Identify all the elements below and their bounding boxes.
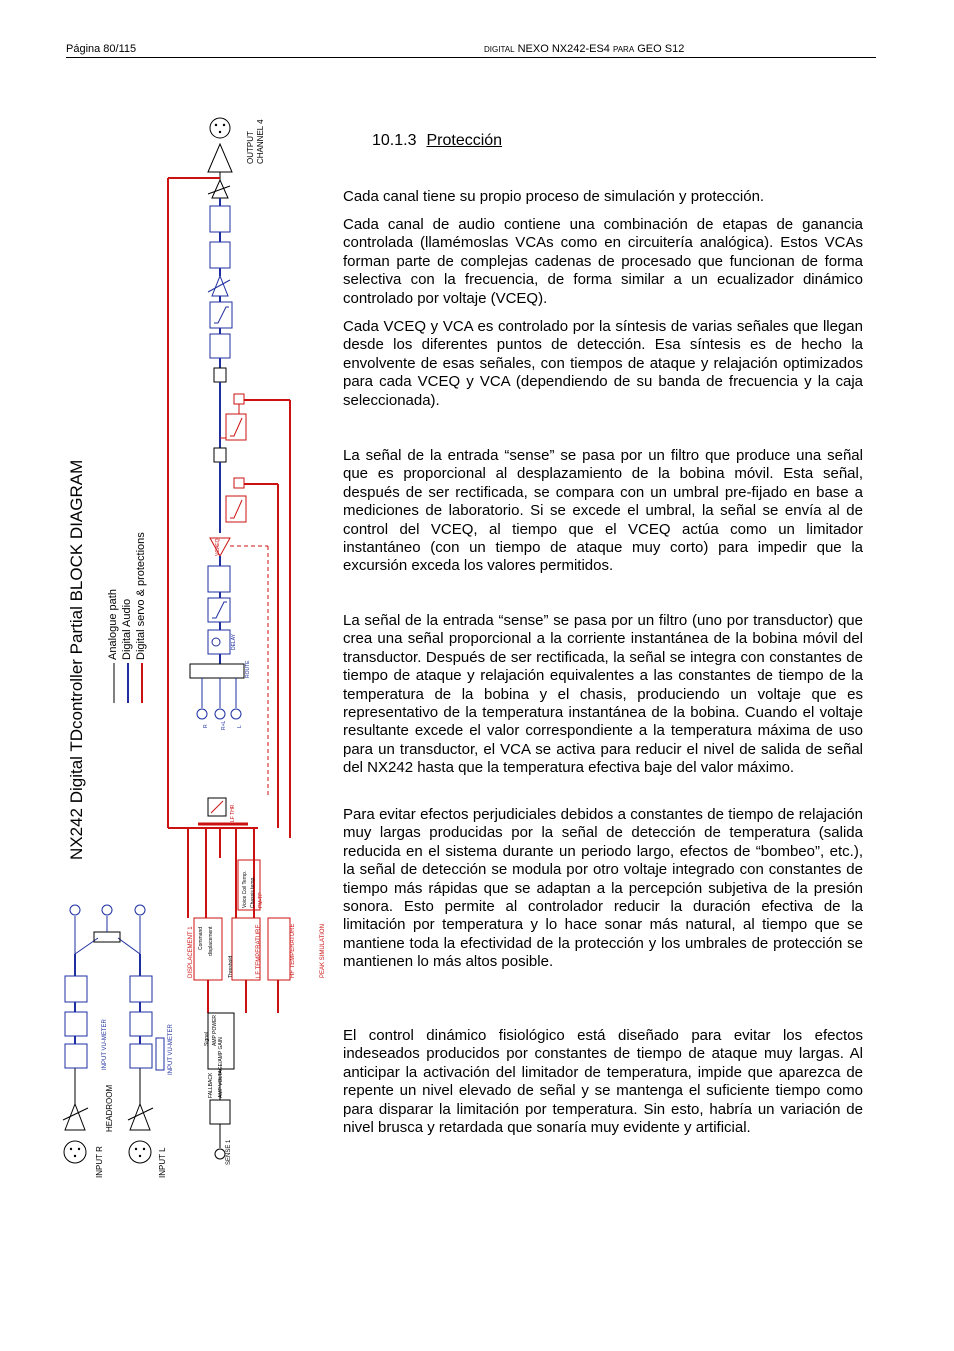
label-route-r: R bbox=[203, 724, 209, 728]
servo-block-1 bbox=[226, 414, 246, 440]
section-number: 10.1.3 bbox=[372, 132, 417, 149]
dsp-block-3 bbox=[210, 334, 230, 358]
paragraph-1: Cada canal tiene su propio proceso de simulación y protección. bbox=[343, 188, 765, 205]
label-channel: CHANNEL 4 bbox=[256, 119, 265, 164]
paragraph-7: El control dinámico fisiológico está diseñado para evitar los efectos indeseados producidos por constantes de tiempo de ataque muy largas. Al anticipar la activación del limitador de temperatura, impide que aparezca de repente un nivel elevado de señal y se mantenga el suficiente tiempo como para disparar la limitación por temperatura. Sin esto, habría un variación de nivel brusca y retardada que sonaría muy evidente y artificial. bbox=[343, 1027, 863, 1137]
header-rule bbox=[66, 57, 876, 58]
legend-digital-servo: Digital servo & protections bbox=[135, 532, 147, 660]
document-title: DIGITAL NEXO NX242-ES4 PARA GEO S12 bbox=[484, 43, 685, 55]
label-route: ROUTE bbox=[245, 660, 251, 678]
label-delay: DELAY bbox=[231, 633, 237, 650]
label-chassis-temp: Chassis temp. bbox=[250, 876, 256, 908]
dsp-block-2 bbox=[210, 242, 230, 268]
input-l-connector-icon bbox=[129, 1141, 151, 1163]
sense-input-icon bbox=[215, 1149, 225, 1159]
label-input-vu-l: INPUT VU-METER bbox=[168, 1024, 174, 1075]
diagram-title: NX242 Digital TDcontroller Partial BLOCK DIAGRAM bbox=[67, 459, 86, 860]
label-signal: Signal bbox=[204, 1032, 210, 1046]
label-route-l: L bbox=[237, 725, 243, 728]
section-title: Protección bbox=[426, 132, 503, 149]
route-block bbox=[190, 664, 244, 678]
label-route-rl: R+L bbox=[221, 720, 227, 730]
label-vcaeq: VCAEQ bbox=[215, 538, 221, 556]
paragraph-3: Cada VCEQ y VCA es controlado por la síntesis de varias señales que llegan desde los diferentes puntos de detección. Esa síntesis es de hecho la envolvente de esas señales, con tiempos de ataque y relajación optimizados para cada VCEQ y VCA (dependiendo de su banda de frecuencia y la caja seleccionada). bbox=[343, 318, 863, 409]
block-diagram bbox=[58, 108, 298, 1188]
paragraph-2: Cada canal de audio contiene una combinación de etapas de ganancia controlada (llamémoslas VCAs como en circuitería analógica). Estos VCAs forman parte de complejas cadenas de procesado que funcionan de forma selectiva con la frecuencia, de forma similar a un ecualizador dinámico controlado por voltaje (VCEQ). bbox=[343, 216, 863, 307]
label-command-1: Command bbox=[198, 926, 204, 950]
legend-analogue: Analogue path bbox=[107, 589, 119, 660]
label-sense: SENSE 1 bbox=[226, 1139, 232, 1165]
label-lf-temp: LF TEMPERATURE bbox=[256, 924, 262, 978]
label-output: OUTPUT bbox=[246, 131, 255, 164]
servo-block-2 bbox=[226, 496, 246, 522]
label-headroom: HEADROOM bbox=[105, 1084, 114, 1132]
page-number: Página 80/115 bbox=[66, 43, 137, 55]
label-input-vu-r: INPUT VU-METER bbox=[102, 1019, 108, 1070]
label-hf-temp: HF TEMPERATURE bbox=[290, 923, 296, 978]
input-r-adc bbox=[65, 1044, 87, 1068]
label-displacement: DISPLACEMENT 1 bbox=[188, 926, 194, 978]
paragraph-6: Para evitar efectos perjudiciales debidos a constantes de tiempo de relajación muy largas producidas por la señal de detección de temperatura (salida reducida en el sistema durante un periodo largo, efectos de “bombeo”, etc.), la señal de detección se modula por otro voltaje integrado con constantes de tiempo más rápidas que se adaptan a la percepción subjetiva de la presión sonora. Esto permite al controlador reducir la duración efectiva de la limitación por temperatura y lo hace sonar más natural, al tiempo que se mantiene toda la efectividad de la protección y los umbrales de protección se mantienen lo más altos posible. bbox=[343, 806, 863, 971]
label-input-l: INPUT L bbox=[158, 1147, 167, 1178]
label-voice-coil: Voice Coil Temp. bbox=[242, 870, 248, 908]
output-connector-icon bbox=[210, 118, 230, 138]
legend-digital-audio: Digital Audio bbox=[121, 598, 133, 660]
vca-block-1 bbox=[214, 368, 226, 382]
label-peak-sim: PEAK SIMULATION bbox=[320, 924, 326, 978]
label-amp-power: AMP POWER bbox=[212, 1014, 218, 1046]
label-amp-voltage: AMP VOLTAGE/AMP GAIN bbox=[218, 1037, 224, 1098]
label-threshold: Threshold bbox=[228, 955, 234, 978]
section-heading bbox=[372, 132, 502, 150]
sense-adc-block bbox=[210, 1100, 230, 1124]
dsp-block-1 bbox=[210, 206, 230, 232]
dsp-block-4 bbox=[208, 566, 230, 592]
paragraph-5: La señal de la entrada “sense” se pasa por un filtro (uno por transductor) que crea una señal proporcional a la corriente instantánea de la bobina móvil del transductor. Después de ser rectificada, la señal se integra con constantes de tiempo de ataque y relajación equivalentes a las constantes de tiempo de la temperatura de la bobina y el chasis, produciendo un voltaje que es representativo de la temperatura instantánea de la bobina. Cuando el voltaje resultante excede el valor correspondiente a la temperatura máxima de uso para un transductor, el VCA se activa para reducir el nivel de salida de señal del NX242 hasta que la temperatura efectiva baje del valor máximo. bbox=[343, 612, 863, 777]
input-r-connector-icon bbox=[64, 1141, 86, 1163]
label-displacement-small: displacement bbox=[208, 926, 214, 956]
hf-temperature-block bbox=[268, 918, 290, 980]
vca-block-2 bbox=[214, 448, 226, 462]
label-lf-thr: LF THR. bbox=[230, 803, 236, 822]
label-input-r: INPUT R bbox=[95, 1146, 104, 1178]
label-pm-tp: PM-TP bbox=[258, 892, 264, 908]
filter-block bbox=[210, 302, 232, 328]
delay-block bbox=[208, 630, 230, 654]
paragraph-4: La señal de la entrada “sense” se pasa por un filtro que produce una señal que es proporcional al desplazamiento de la bobina móvil. Esta señal, después de ser rectificada, se compara con un umbral pre-fijado en base a mediciones de laboratorio. Si se excede el umbral, la señal se envía al de control del VCEQ, al tiempo que el VCEQ actúa como un limitador instantáneo (con un tiempo de ataque muy corto) para impedir que la excursión exceda los valores permitidos. bbox=[343, 447, 863, 575]
output-amp-icon bbox=[208, 144, 232, 172]
input-l-adc bbox=[130, 1044, 152, 1068]
input-l-vu bbox=[156, 1038, 164, 1070]
label-fallback: FALLBACK bbox=[208, 1072, 214, 1098]
